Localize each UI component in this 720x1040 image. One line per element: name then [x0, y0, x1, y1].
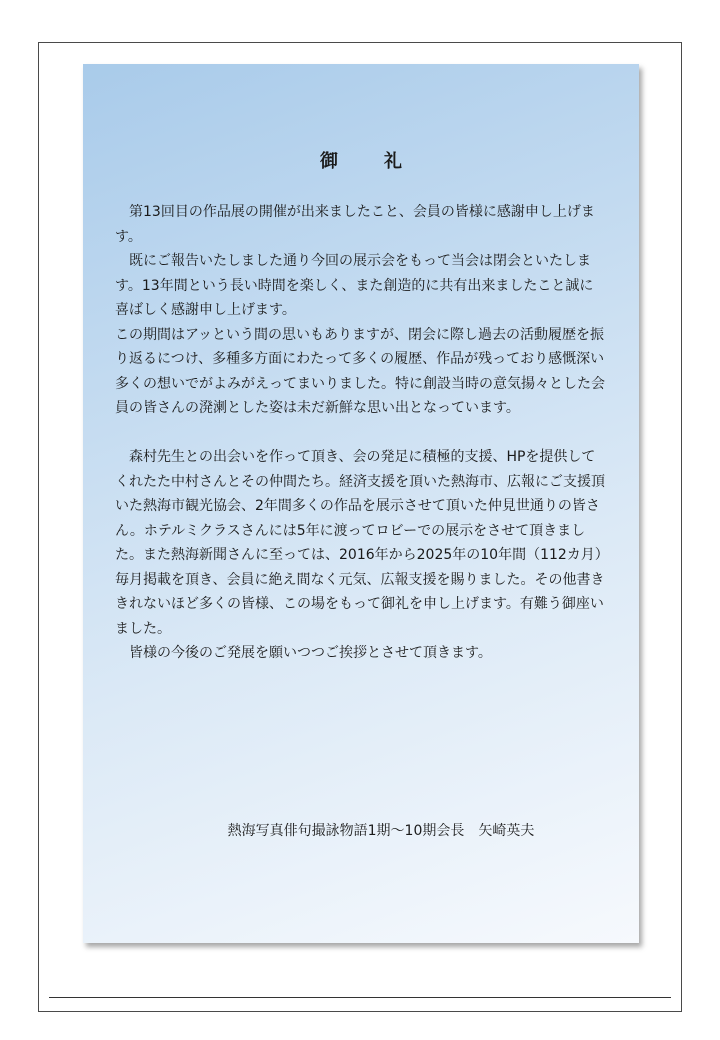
body-paragraph: 皆様の今後のご発展を願いつつご挨拶とさせて頂きます。 — [115, 645, 492, 661]
body-paragraph: この期間はアッという間の思いもありますが、閉会に際し過去の活動履歴を振り返るにつけ、多種多方面にわたって多くの履歴、作品が残っており感慨深い多くの想いでがよみがえってまいりました。特に創設当時の意気揚々とした会員の皆さんの溌溂とした姿は未だ新鮮な思い出となっています。 — [115, 326, 605, 416]
letter-card — [83, 64, 639, 943]
paragraph-gap — [115, 421, 605, 446]
letter-body — [115, 200, 605, 666]
body-paragraph: 既にご報告いたしました通り今回の展示会をもって当会は閉会といたします。13年間という長い時間を楽しく、また創造的に共有出来ましたこと誠に喜ばしく感謝申し上げます。 — [115, 253, 594, 318]
signature: 熱海写真俳句撮詠物語1期～10期会長 矢崎英夫 — [227, 823, 535, 839]
letter-title: 御 礼 — [320, 151, 416, 172]
body-paragraph: 森村先生との出会いを作って頂き、会の発足に積極的支援、HPを提供してくれたた中村さんとその仲間たち。経済支援を頂いた熱海市、広報にご支援頂いた熱海市観光協会、2年間多くの作品を展示させて頂いた仲見世通りの皆さん。ホテルミクラスさんには5年に渡ってロビーでの展示をさせて頂きました。また熱海新聞さんに至っては、2016年から2025年の10年間（112カ月）毎月掲載を頂き、会員に絶え間なく元気、広報支援を賜りました。その他書ききれないほど多くの皆様、この場をもって御礼を申し上げます。有難う御座いました。 — [115, 449, 605, 637]
bottom-divider — [49, 997, 671, 998]
page-frame — [38, 42, 682, 1012]
body-paragraph: 第13回目の作品展の開催が出来ましたこと、会員の皆様に感謝申し上げます。 — [115, 204, 595, 245]
